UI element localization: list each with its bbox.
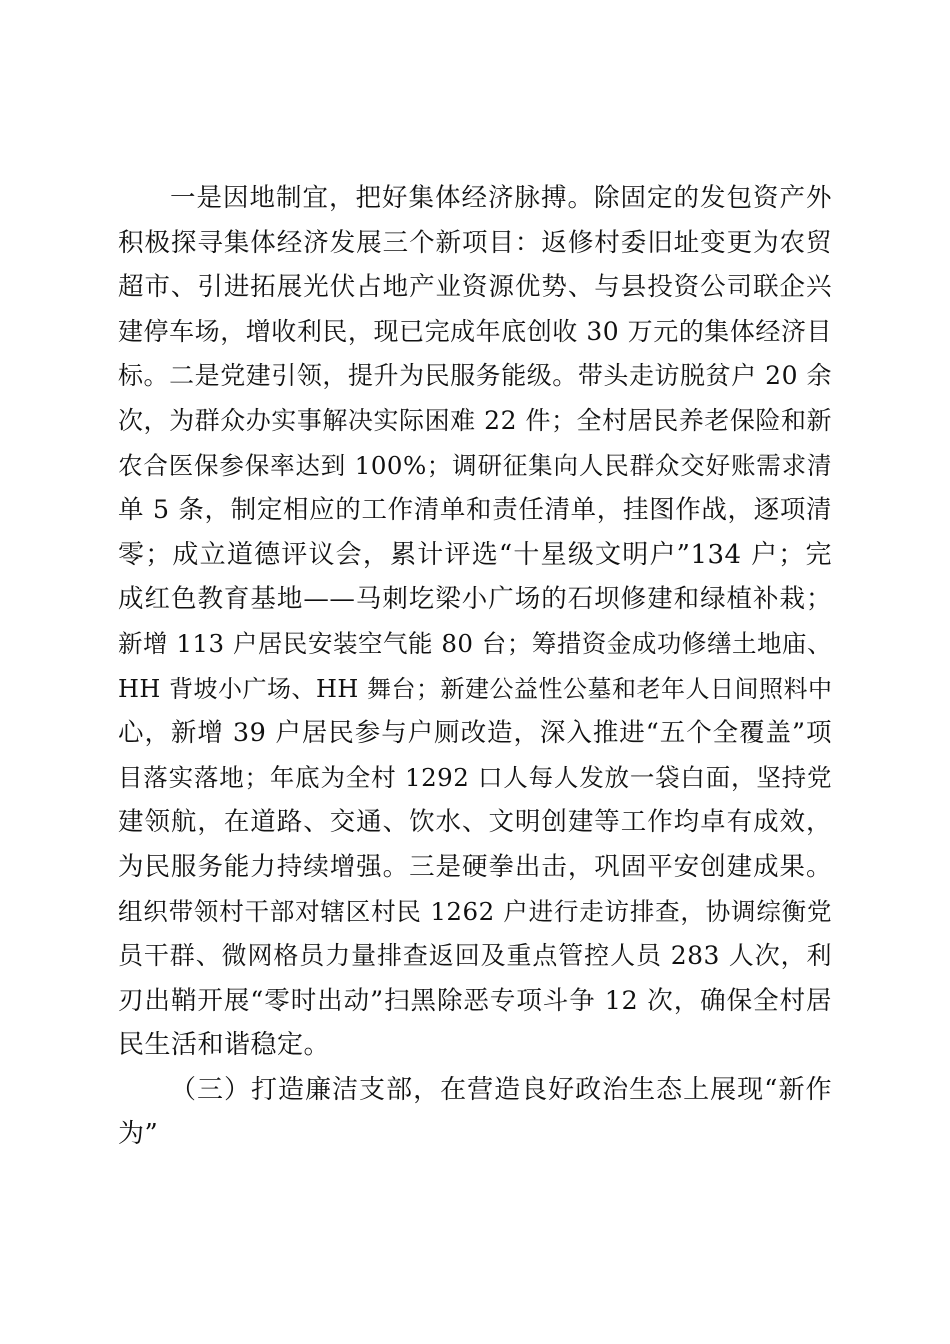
text-line: 刃出鞘开展“零时出动”扫黑除恶专项斗争 12 次，确保全村居 [118, 985, 832, 1016]
text-line: 心，新增 39 户居民参与户厕改造，深入推进“五个全覆盖”项 [118, 718, 832, 749]
section-heading-three [118, 1068, 832, 1157]
text-line: 成红色教育基地——马刺圪梁小广场的石坝修建和绿植补栽； [118, 584, 832, 615]
text-line: 建领航，在道路、交通、饮水、文明创建等工作均卓有成效， [118, 807, 832, 838]
text-line: 标。二是党建引领，提升为民服务能级。带头走访脱贫户 20 余 [118, 361, 832, 391]
text-line: 为民服务能力持续增强。三是硬拳出击，巩固平安创建成果。 [118, 851, 832, 882]
text-line: 民生活和谐稳定。 [118, 1030, 331, 1061]
text-line: HH 背坡小广场、HH 舞台；新建公益性公墓和老年人日间照料中 [118, 674, 833, 703]
text-line: 新增 113 户居民安装空气能 80 台；筹措资金成功修缮土地庙、 [118, 628, 832, 658]
text-line: 组织带领村干部对辖区村民 1262 户进行走访排查，协调综衡党 [118, 896, 832, 926]
text-line: 员干群、微网格员力量排查返回及重点管控人员 283 人次，利 [118, 941, 832, 971]
text-line: 目落实落地；年底为全村 1292 口人每人发放一袋白面，坚持党 [118, 762, 832, 792]
text-line: 超市、引进拓展光伏占地产业资源优势、与县投资公司联企兴 [118, 272, 832, 303]
text-line: 建停车场，增收利民，现已完成年底创收 30 万元的集体经济目 [118, 316, 832, 346]
heading-line: 为” [118, 1119, 159, 1150]
text-line: 一是因地制宜，把好集体经济脉搏。除固定的发包资产外 [170, 183, 832, 213]
text-line: 单 5 条，制定相应的工作清单和责任清单，挂图作战，逐项清 [118, 495, 832, 526]
text-line: 积极探寻集体经济发展三个新项目：返修村委旧址变更为农贸 [118, 227, 832, 258]
text-line: 次，为群众办实事解决实际困难 22 件；全村居民养老保险和新 [118, 405, 832, 435]
paragraph-work-summary [118, 176, 832, 1068]
text-line: 零；成立道德评议会，累计评选“十星级文明户”134 户；完 [118, 539, 832, 570]
document-body [118, 176, 832, 1157]
heading-line: （三）打造廉洁支部，在营造良好政治生态上展现“新作 [170, 1074, 832, 1105]
text-line: 农合医保参保率达到 100%；调研征集向人民群众交好账需求清 [118, 450, 832, 480]
